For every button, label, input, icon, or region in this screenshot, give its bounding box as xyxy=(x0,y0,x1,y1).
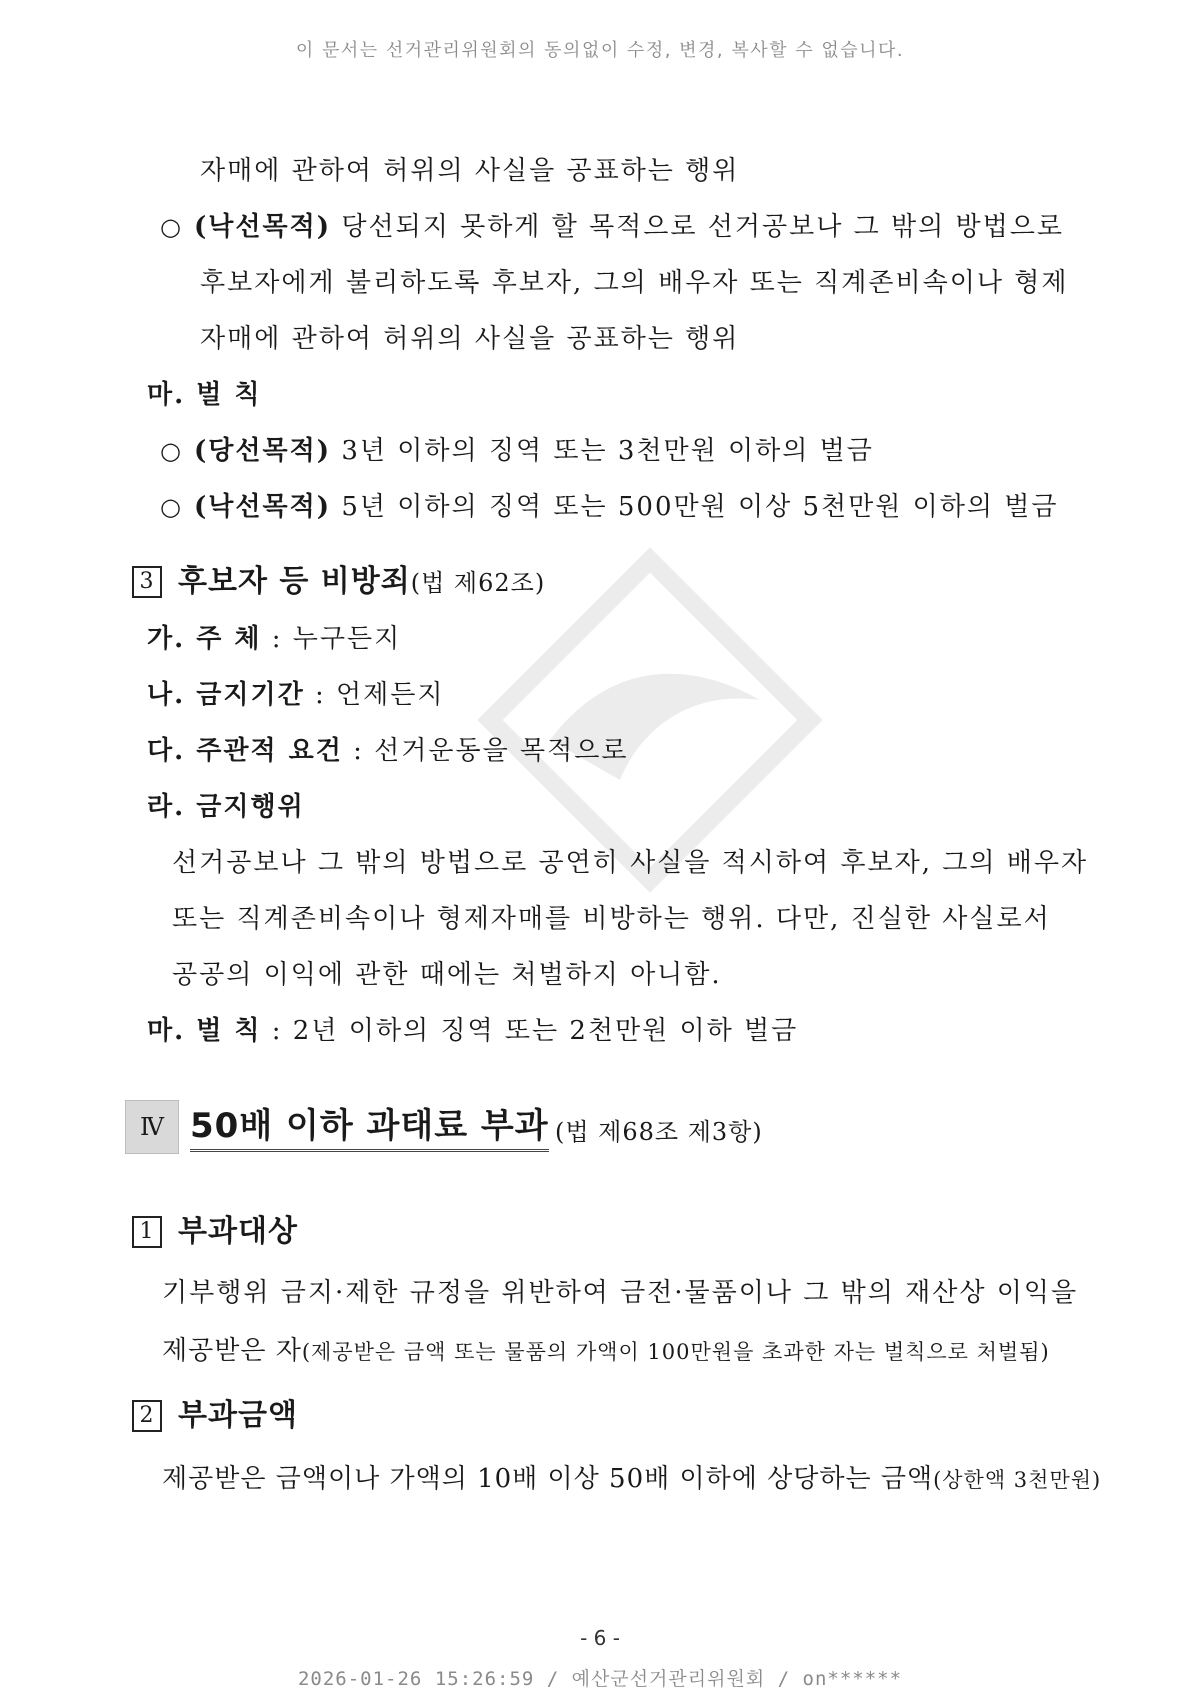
chapter-number-box: Ⅳ xyxy=(125,1100,179,1154)
penalty-label: 마. 벌 칙 xyxy=(147,380,262,410)
copy-notice: 이 문서는 선거관리위원회의 동의없이 수정, 변경, 복사할 수 없습니다. xyxy=(295,40,905,61)
dangseon-penalty: 3년 이하의 징역 또는 3천만원 이하의 벌금 xyxy=(331,436,874,466)
chapter-ref: (법 제68조 제3항) xyxy=(555,1118,763,1146)
text-line: 후보자에게 불리하도록 후보자, 그의 배우자 또는 직계존비속이나 형제 xyxy=(200,268,1069,298)
text-line: 자매에 관하여 허위의 사실을 공표하는 행위 xyxy=(200,324,740,354)
item-na xyxy=(147,674,444,711)
item-label: 나. 금지기간 xyxy=(147,680,305,710)
text-line: 선거공보나 그 밖의 방법으로 공연히 사실을 적시하여 후보자, 그의 배우자 xyxy=(172,848,1089,878)
bullet-item-rakseon xyxy=(160,206,1064,243)
text-line xyxy=(162,1458,1101,1495)
item-ra-label: 라. 금지행위 xyxy=(147,792,305,822)
section-number-box: 2 xyxy=(132,1400,162,1432)
print-footer: 2026-01-26 15:26:59 / 예산군선거관리위원회 / on****** xyxy=(297,1668,903,1690)
bullet-item-dangseon-penalty xyxy=(160,430,874,467)
bullet-icon: ○ xyxy=(160,493,183,521)
rakseon-penalty: 5년 이하의 징역 또는 500만원 이상 5천만원 이하의 벌금 xyxy=(331,492,1059,522)
bullet-icon: ○ xyxy=(160,213,183,241)
section-title: 부과대상 xyxy=(178,1214,298,1249)
item-da xyxy=(147,730,628,767)
subsection-1-heading xyxy=(132,1206,298,1250)
text-main: 제공받은 자 xyxy=(162,1336,302,1366)
section-number-box: 1 xyxy=(132,1216,162,1248)
chapter-title: 50배 이하 과태료 부과 xyxy=(190,1098,549,1152)
text-line: 공공의 이익에 관한 때에는 처벌하지 아니함. xyxy=(172,960,722,990)
item-label: 다. 주관적 요건 xyxy=(147,736,343,766)
text-line xyxy=(162,1330,1050,1367)
rakseon-penalty-tag: (낙선목적) xyxy=(194,492,332,522)
bullet-item-rakseon-penalty xyxy=(160,486,1059,523)
rakseon-text: 당선되지 못하게 할 목적으로 선거공보나 그 밖의 방법으로 xyxy=(331,212,1064,242)
subsection-2-heading xyxy=(132,1390,298,1434)
item-ga xyxy=(147,618,401,655)
item-label: 마. 벌 칙 xyxy=(147,1016,262,1046)
text-line: 자매에 관하여 허위의 사실을 공표하는 행위 xyxy=(200,156,740,186)
section-3-heading xyxy=(132,556,545,600)
bullet-icon: ○ xyxy=(160,437,183,465)
section-ref: (법 제62조) xyxy=(410,569,546,597)
text-main: 제공받은 금액이나 가액의 10배 이상 50배 이하에 상당하는 금액 xyxy=(162,1464,934,1494)
section-title: 부과금액 xyxy=(178,1398,298,1433)
item-label: 가. 주 체 xyxy=(147,624,262,654)
text-note: (제공받은 금액 또는 물품의 가액이 100만원을 초과한 자는 벌칙으로 처벌됨) xyxy=(301,1340,1050,1364)
page-number: - 6 - xyxy=(580,1626,620,1650)
text-line: 또는 직계존비속이나 형제자매를 비방하는 행위. 다만, 진실한 사실로서 xyxy=(172,904,1051,934)
item-value: : 2년 이하의 징역 또는 2천만원 이하 벌금 xyxy=(261,1016,799,1046)
rakseon-tag: (낙선목적) xyxy=(194,212,332,242)
dangseon-tag: (당선목적) xyxy=(194,436,332,466)
item-value: : 선거운동을 목적으로 xyxy=(342,736,629,766)
text-line: 기부행위 금지·제한 규정을 위반하여 금전·물품이나 그 밖의 재산상 이익을 xyxy=(162,1278,1079,1308)
section-number-box: 3 xyxy=(132,566,162,598)
text-note: (상한액 3천만원) xyxy=(933,1468,1102,1492)
item-ma xyxy=(147,1010,798,1047)
item-value: : 누구든지 xyxy=(261,624,402,654)
section-title: 후보자 등 비방죄 xyxy=(178,564,411,599)
item-value: : 언제든지 xyxy=(304,680,445,710)
